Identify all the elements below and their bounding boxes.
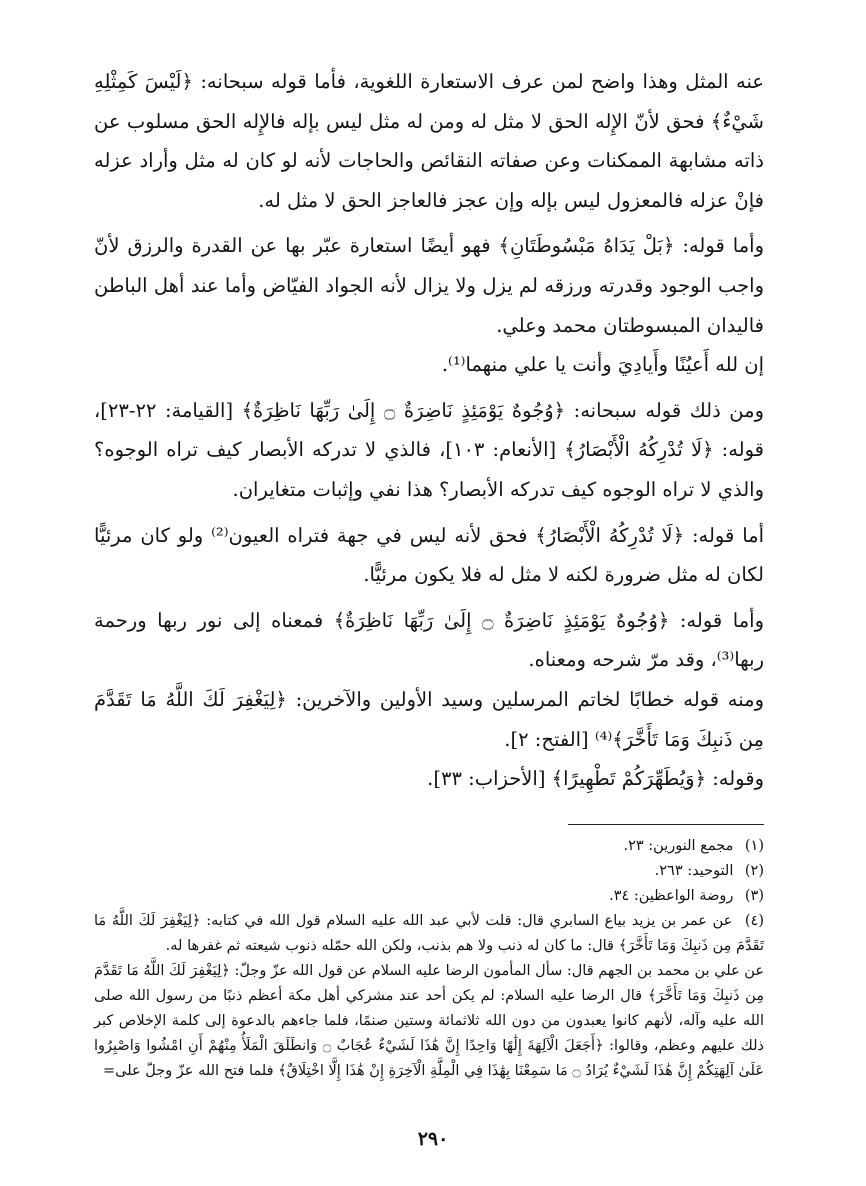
footnote-number: (١) [744, 838, 764, 854]
paragraph-7: ومنه قوله خطابًا لخاتم المرسلين وسيد الأولين والآخرين: ﴿لِيَغْفِرَ لَكَ اللَّهُ مَا تَقَدَّمَ مِن ذَنبِكَ وَمَا تَأَخَّرَ﴾⁽⁴⁾ [الفتح: ٢]. [94, 687, 764, 751]
footnote-3 [94, 884, 764, 909]
footnote-text: روضة الواعظين: ٣٤. [609, 888, 734, 904]
paragraph-1: عنه المثل وهذا واضح لمن عرف الاستعارة اللغوية، فأما قوله سبحانه: ﴿لَيْسَ كَمِثْلِهِ شَيْءٌ﴾ فحق لأنّ الإِله الحق لا مثل له ومن له مثل ليس بإله فالإِله الحق مسلوب عن ذاته مشابهة الممكنات وعن صفاته النقائص والحاجات لأنه لو كان له مثل وأراد عزله فإنْ عزله فالمعزول ليس بإله وإن عجز فالعاجز الحق لا مثل له. [94, 70, 764, 212]
footnote-4 [94, 909, 764, 959]
paragraph-4: ومن ذلك قوله سبحانه: ﴿وُجُوهٌ يَوْمَئِذٍ نَاضِرَةٌ ۝ إِلَىٰ رَبِّهَا نَاظِرَةٌ﴾ [القيامة: ٢٢-٢٣]، قوله: ﴿لَا تُدْرِكُهُ الْأَبْصَارُ﴾ [الأنعام: ١٠٣]، فالذي لا تدركه الأبصار كيف تراه الوجوه؟ والذي لا تراه الوجوه كيف تدركه الأبصار؟ هذا نفي وإثبات متغايران. [94, 398, 764, 501]
footnote-text: عن عمر بن يزيد بياع السابري قال: قلت لأبي عبد الله عليه السلام قول الله في كتابه: ﴿لِيَغْفِرَ لَكَ اللَّهُ مَا تَقَدَّمَ مِن ذَنبِكَ وَمَا تَأَخَّرَ﴾ قال: ما كان له ذنب ولا هم بذنب، ولكن الله حمّله ذنوب شيعته ثم غفرها له. [94, 913, 764, 954]
paragraph-2: وأما قوله: ﴿بَلْ يَدَاهُ مَبْسُوطَتَانِ﴾ فهو أيضًا استعارة عبّر بها عن القدرة والرزق لأنّ واجب الوجود وقدرته ورزقه لم يزل ولا يزال لأنه الجواد الفيّاض وأما عند أهل الباطن فاليدان المبسوطتان محمد وعلي. [94, 234, 764, 337]
main-text [94, 62, 764, 799]
paragraph-8: وقوله: ﴿وَيُطَهِّرَكُمْ تَطْهِيرًا﴾ [الأحزاب: ٣٣]. [427, 767, 764, 791]
footnote-number: (٢) [744, 863, 764, 879]
footnote-separator [568, 824, 764, 825]
footnote-2 [94, 859, 764, 884]
footnote-4-continued [94, 959, 764, 1084]
paragraph-5: أما قوله: ﴿لَا تُدْرِكُهُ الْأَبْصَارُ﴾ فحق لأنه ليس في جهة فتراه العيون⁽²⁾ ولو كان مرئيًّا لكان له مثل ضرورة لكنه لا مثل له فلا يكون مرئيًّا. [94, 523, 764, 587]
footnote-text: عن علي بن محمد بن الجهم قال: سأل المأمون الرضا عليه السلام عن قول الله عزّ وجلّ: ﴿لِيَغْفِرَ لَكَ اللَّهُ مَا تَقَدَّمَ مِن ذَنبِكَ وَمَا تَأَخَّرَ﴾ قال الرضا عليه السلام: لم يكن أحد عند مشركي أهل مكة أعظم ذنبًا من رسول الله صلى الله عليه وآله، لأنهم كانوا يعبدون من دون الله ثلاثمائة وستين صنمًا، فلما جاءهم بالدعوة إلى كلمة الإخلاص كبر ذلك عليهم وعظم، وقالوا: ﴿أَجَعَلَ الْآلِهَةَ إِلَٰهًا وَاحِدًا إِنَّ هَٰذَا لَشَيْءٌ عُجَابٌ ۝ وَانطَلَقَ الْمَلَأُ مِنْهُمْ أَنِ امْشُوا وَاصْبِرُوا عَلَىٰ آلِهَتِكُمْ إِنَّ هَٰذَا لَشَيْءٌ يُرَادُ ۝ مَا سَمِعْنَا بِهَٰذَا فِي الْمِلَّةِ الْآخِرَةِ إِنْ هَٰذَا إِلَّا اخْتِلَاقٌ﴾ فلما فتح الله عزّ وجلّ على= [94, 963, 764, 1079]
footnote-1 [94, 834, 764, 859]
page-number: ٢٩٠ [417, 1128, 449, 1150]
footnote-number: (٤) [744, 913, 764, 929]
paragraph-3: إن لله أَعيُنًا وأَيادِيَ وأنت يا علي منهما⁽¹⁾. [441, 353, 764, 377]
paragraph-6: وأما قوله: ﴿وُجُوهٌ يَوْمَئِذٍ نَاضِرَةٌ ۝ إِلَىٰ رَبِّهَا نَاظِرَةٌ﴾ فمعناه إلى نور ربها ورحمة ربها⁽³⁾، وقد مرّ شرحه ومعناه. [94, 608, 764, 672]
footnotes [94, 834, 764, 1084]
footnote-number: (٣) [744, 888, 764, 904]
footnote-text: مجمع النورين: ٢٣. [623, 838, 734, 854]
footnote-text: التوحيد: ٢٦٣. [654, 863, 734, 879]
